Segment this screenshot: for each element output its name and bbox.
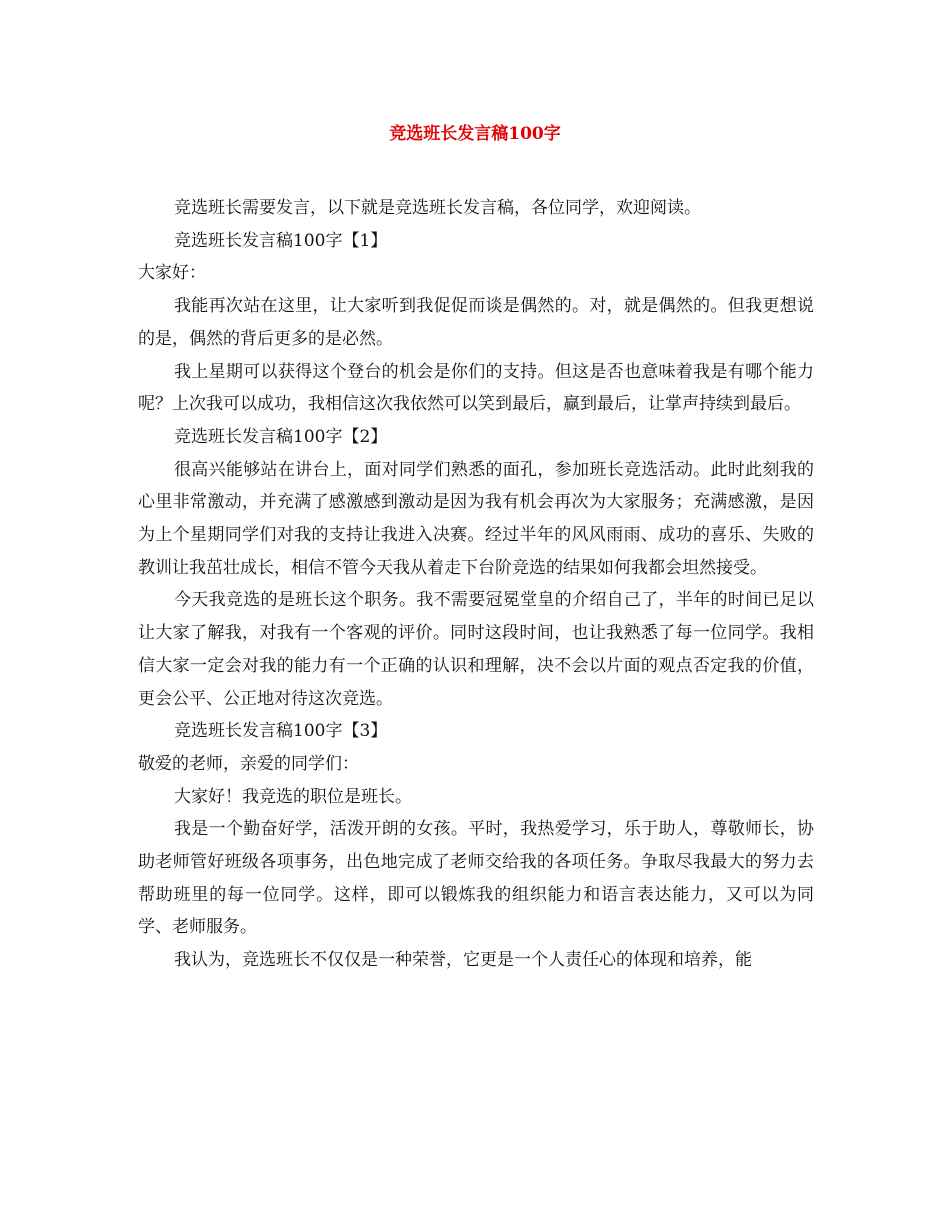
paragraph: 我是一个勤奋好学，活泼开朗的女孩。平时，我热爱学习，乐于助人，尊敬师长，协助老师管好班级各项事务，出色地完成了老师交给我的各项任务。争取尽我最大的努力去帮助班里的每一位同学。这样，即可以锻炼我的组织能力和语言表达能力，又可以为同学、老师服务。: [138, 819, 814, 938]
paragraph: 我能再次站在这里，让大家听到我促促而谈是偶然的。对，就是偶然的。但我更想说的是，偶然的背后更多的是必然。: [138, 296, 814, 349]
salutation: 大家好：: [138, 263, 206, 284]
section-heading: 竞选班长发言稿100字【2】: [174, 426, 388, 447]
document-body: [138, 192, 814, 977]
paragraph: 今天我竞选的是班长这个职务。我不需要冠冕堂皇的介绍自己了，半年的时间已足以让大家了解我，对我有一个客观的评价。同时这段时间，也让我熟悉了每一位同学。我相信大家一定会对我的能力有一个正确的认识和理解，决不会以片面的观点否定我的价值，更会公平、公正地对待这次竞选。: [138, 590, 814, 709]
section-heading: 竞选班长发言稿100字【3】: [174, 721, 388, 742]
document-title: 竞选班长发言稿100字: [389, 124, 561, 144]
paragraph: 我认为，竞选班长不仅仅是一种荣誉，它更是一个人责任心的体现和培养，能: [174, 950, 752, 971]
section-heading: 竞选班长发言稿100字【1】: [174, 230, 388, 251]
paragraph: 竞选班长需要发言，以下就是竞选班长发言稿，各位同学，欢迎阅读。: [174, 198, 701, 218]
paragraph: 大家好！我竞选的职位是班长。: [174, 786, 412, 807]
paragraph: 很高兴能够站在讲台上，面对同学们熟悉的面孔，参加班长竞选活动。此时此刻我的心里非常激动，并充满了感激感到激动是因为我有机会再次为大家服务；充满感激，是因为上个星期同学们对我的支持让我进入决赛。经过半年的风风雨雨、成功的喜乐、失败的教训让我茁壮成长，相信不管今天我从着走下台阶竞选的结果如何我都会坦然接受。: [138, 459, 814, 578]
salutation: 敬爱的老师，亲爱的同学们：: [138, 753, 359, 774]
paragraph: 我上星期可以获得这个登台的机会是你们的支持。但这是否也意味着我是有哪个能力呢？上次我可以成功，我相信这次我依然可以笑到最后，赢到最后，让掌声持续到最后。: [138, 361, 814, 415]
